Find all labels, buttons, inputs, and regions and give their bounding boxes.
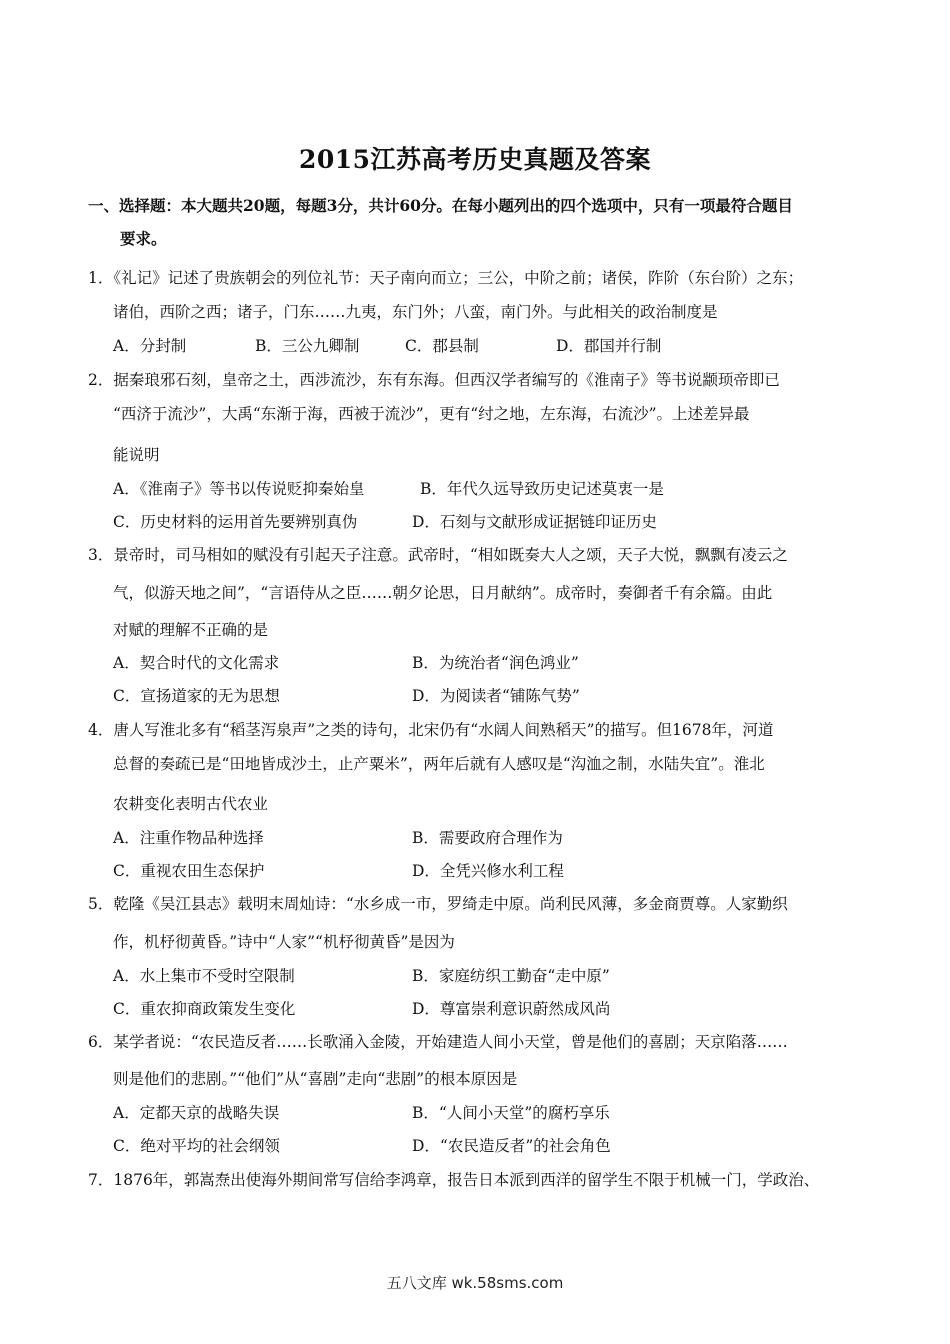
question-text-line: 作，机杼彻黄昏。”诗中“人家”“机杼彻黄昏”是因为 (113, 933, 455, 951)
question-text-line: 7．1876年，郭嵩焘出使海外期间常写信给李鸿章，报告日本派到西洋的留学生不限于机械一门，学政治、 (88, 1171, 820, 1189)
option-c: C．绝对平均的社会纲领 (113, 1137, 280, 1155)
page-footer-watermark: 五八文库 wk.58sms.com (386, 1274, 564, 1292)
option-c: C．宣扬道家的无为思想 (113, 687, 280, 705)
section-heading-line: 一、选择题：本大题共20题，每题3分，共计60分。在每小题列出的四个选项中，只有一项最符合题目 (88, 196, 793, 215)
option-d: D．石刻与文献形成证据链印证历史 (412, 513, 657, 531)
option-d: D．为阅读者“铺陈气势” (412, 687, 580, 705)
question-text-line: “西济于流沙”，大禹“东渐于海，西被于流沙”，更有“纣之地，左东海，右流沙”。上述差异最 (113, 405, 750, 423)
option-d: D．全凭兴修水利工程 (412, 862, 564, 880)
option-c: C．郡县制 (405, 337, 479, 355)
question-text-line: 气，似游天地之间”，“言语侍从之臣……朝夕论思，日月献纳”。成帝时，奏御者千有余篇。由此 (113, 584, 773, 602)
question-text-line: 总督的奏疏已是“田地皆成沙土，止产粟米”，两年后就有人感叹是“沟洫之制，水陆失宜”。淮北 (113, 755, 765, 773)
question-text-line: 3．景帝时，司马相如的赋没有引起天子注意。武帝时，“相如既奏大人之颂，天子大悦，飘飘有凌云之 (88, 546, 788, 564)
option-b: B．家庭纺织工勤奋“走中原” (412, 967, 610, 985)
option-d: D．“农民造反者”的社会角色 (412, 1137, 611, 1155)
question-text-line: 农耕变化表明古代农业 (113, 795, 269, 813)
question-text-line: 1．《礼记》记述了贵族朝会的列位礼节：天子南向而立；三公，中阶之前；诸侯，阼阶（东台阶）之东； (88, 269, 804, 287)
option-a: A．分封制 (113, 337, 187, 355)
option-a: A．定都天京的战略失误 (113, 1104, 280, 1122)
option-d: D．尊富崇利意识蔚然成风尚 (412, 1000, 611, 1018)
question-text-line: 6．某学者说：“农民造反者……长歌涌入金陵，开始建造人间小天堂，曾是他们的喜剧；天京陷落…… (88, 1033, 788, 1051)
option-c: C．重视农田生态保护 (113, 862, 265, 880)
option-b: B．“人间小天堂”的腐朽享乐 (412, 1104, 610, 1122)
question-text-line: 4．唐人写淮北多有“稻茎泻泉声”之类的诗句，北宋仍有“水阔人间熟稻天”的描写。但1678年，河道 (88, 721, 774, 739)
question-text-line: 诸伯，西阶之西；诸子，门东……九夷，东门外；八蛮，南门外。与此相关的政治制度是 (113, 303, 718, 321)
option-c: C．历史材料的运用首先要辨别真伪 (113, 513, 358, 531)
option-b: B．为统治者“润色鸿业” (412, 654, 579, 672)
question-text-line: 2．据秦琅邪石刻，皇帝之土，西涉流沙，东有东海。但西汉学者编写的《淮南子》等书说颛顼帝即已 (88, 371, 780, 389)
option-b: B．需要政府合理作为 (412, 829, 563, 847)
option-a: A．《淮南子》等书以传说贬抑秦始皇 (113, 480, 365, 498)
section-heading-line: 要求。 (120, 229, 167, 248)
section-heading (88, 189, 878, 255)
option-d: D．郡国并行制 (556, 337, 662, 355)
question-text-line: 能说明 (113, 446, 160, 464)
question-text-line: 则是他们的悲剧。”“他们”从“喜剧”走向“悲剧”的根本原因是 (113, 1070, 518, 1088)
option-b: B．三公九卿制 (255, 337, 360, 355)
option-a: A．注重作物品种选择 (113, 829, 264, 847)
option-c: C．重农抑商政策发生变化 (113, 1000, 296, 1018)
option-a: A．水上集市不受时空限制 (113, 967, 295, 985)
question-text-line: 5．乾隆《吴江县志》载明末周灿诗：“水乡成一市，罗绮走中原。尚利民风薄，多金商贾尊。人家勤织 (88, 895, 788, 913)
page-title: 2015江苏高考历史真题及答案 (298, 145, 652, 174)
option-b: B．年代久远导致历史记述莫衷一是 (420, 480, 664, 498)
option-a: A．契合时代的文化需求 (113, 654, 280, 672)
question-text-line: 对赋的理解不正确的是 (113, 621, 269, 639)
